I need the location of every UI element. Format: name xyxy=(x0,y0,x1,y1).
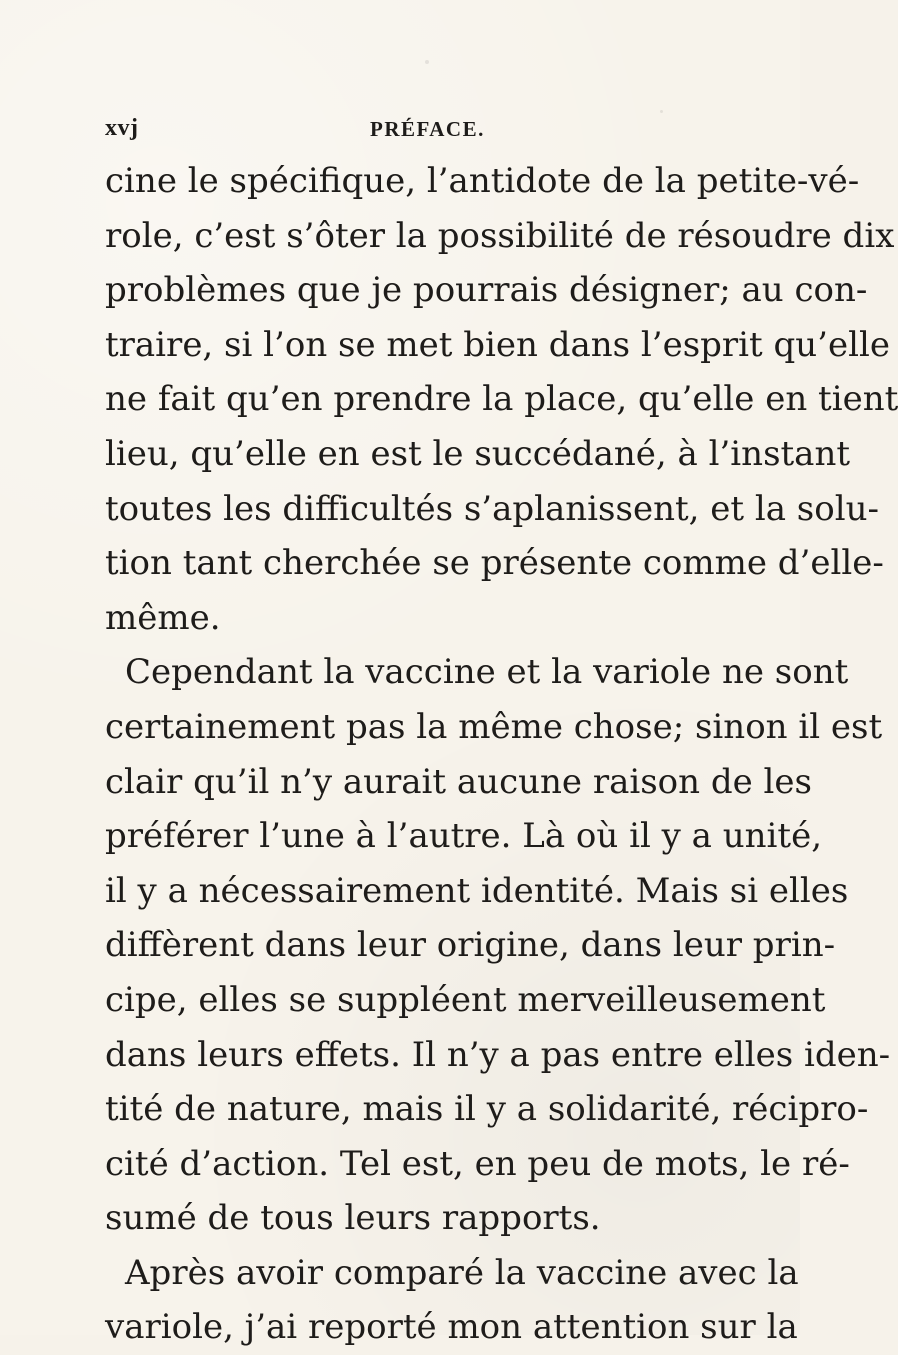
page-number: xvj xyxy=(105,115,139,141)
paper-spot xyxy=(660,110,663,113)
text-line: variole, j’ai reporté mon attention sur la xyxy=(105,1307,798,1348)
text-line: toutes les difficultés s’aplanissent, et la solu- xyxy=(105,488,879,529)
text-line: lieu, qu’elle en est le succédané, à l’instant xyxy=(105,433,851,474)
text-line: cipe, elles se suppléent merveilleusement xyxy=(105,979,826,1020)
text-line: cine le spécifique, l’antidote de la petite-vé- xyxy=(105,161,860,201)
text-line: ne fait qu’en prendre la place, qu’elle en tient xyxy=(105,379,898,420)
paper-spot xyxy=(425,60,429,64)
text-line: cité d’action. Tel est, en peu de mots, le ré- xyxy=(105,1143,850,1184)
text-line: tité de nature, mais il y a solidarité, récipro- xyxy=(105,1089,869,1130)
text-line: certainement pas la même chose; sinon il est xyxy=(105,706,883,747)
text-line: sumé de tous leurs rapports. xyxy=(105,1198,601,1239)
running-title: PRÉFACE. xyxy=(370,117,485,141)
text-line: problèmes que je pourrais désigner; au con- xyxy=(105,270,868,311)
text-line: tion tant cherchée se présente comme d’elle- xyxy=(105,543,884,584)
page-header xyxy=(105,115,705,143)
text-line: il y a nécessairement identité. Mais si elles xyxy=(105,870,849,911)
text-line: clair qu’il n’y aurait aucune raison de les xyxy=(105,761,812,802)
text-line: préférer l’une à l’autre. Là où il y a unité, xyxy=(105,816,823,857)
text-line: dans leurs effets. Il n’y a pas entre elles iden- xyxy=(105,1034,891,1075)
text-line: role, c’est s’ôter la possibilité de résoudre dix xyxy=(105,215,895,256)
text-line: diffèrent dans leur origine, dans leur prin- xyxy=(105,925,836,966)
body-text xyxy=(105,154,898,1355)
text-line: traire, si l’on se met bien dans l’esprit qu’elle xyxy=(105,324,890,365)
text-line: Cependant la vaccine et la variole ne sont xyxy=(125,652,849,693)
text-line: Après avoir comparé la vaccine avec la xyxy=(125,1252,799,1293)
text-line: même. xyxy=(105,597,221,638)
